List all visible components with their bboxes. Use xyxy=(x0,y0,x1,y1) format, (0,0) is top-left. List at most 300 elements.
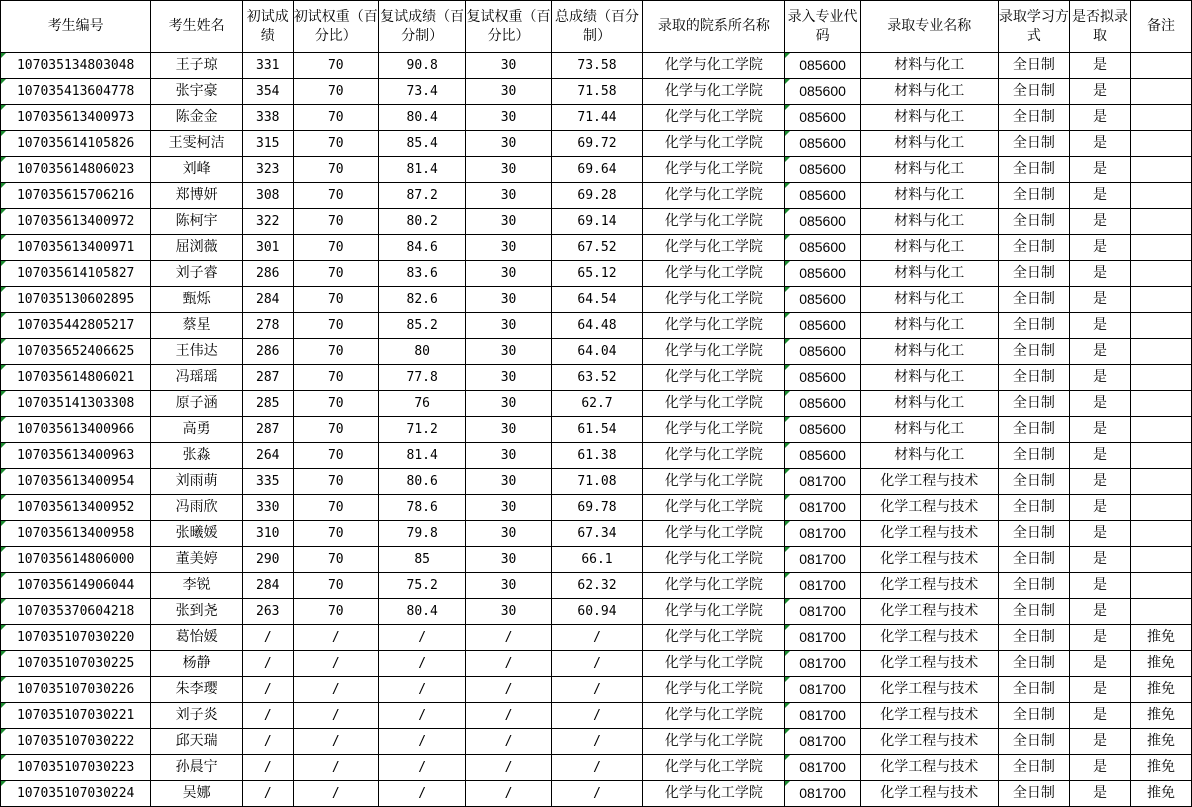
admitted-cell: 是 xyxy=(1069,339,1130,365)
remark-cell xyxy=(1130,443,1191,469)
major-code-cell: 081700 xyxy=(785,651,860,677)
admitted-cell: 是 xyxy=(1069,573,1130,599)
initial-score-cell: 286 xyxy=(242,261,293,287)
admitted-cell: 是 xyxy=(1069,781,1130,807)
retest-weight-cell: 30 xyxy=(466,235,551,261)
name-cell: 李锐 xyxy=(151,573,242,599)
name-cell: 刘雨萌 xyxy=(151,469,242,495)
candidate-id-cell: 107035107030222 xyxy=(1,729,151,755)
major-code-cell: 081700 xyxy=(785,469,860,495)
candidate-id-cell: 107035442805217 xyxy=(1,313,151,339)
initial-weight-cell: 70 xyxy=(293,365,378,391)
total-score-cell: / xyxy=(551,625,642,651)
header-cell: 初试成绩 xyxy=(242,1,293,53)
name-cell: 朱李璎 xyxy=(151,677,242,703)
retest-weight-cell: / xyxy=(466,781,551,807)
name-cell: 冯雨欣 xyxy=(151,495,242,521)
major-name-cell: 化学工程与技术 xyxy=(860,495,998,521)
initial-weight-cell: / xyxy=(293,677,378,703)
header-row xyxy=(1,1,1192,53)
study-mode-cell: 全日制 xyxy=(998,53,1069,79)
admitted-cell: 是 xyxy=(1069,729,1130,755)
total-score-cell: 67.52 xyxy=(551,235,642,261)
initial-weight-cell: 70 xyxy=(293,339,378,365)
retest-weight-cell: 30 xyxy=(466,573,551,599)
header-cell: 录取的院系所名称 xyxy=(643,1,785,53)
retest-score-cell: 80.4 xyxy=(379,105,466,131)
admitted-cell: 是 xyxy=(1069,131,1130,157)
study-mode-cell: 全日制 xyxy=(998,547,1069,573)
table-row xyxy=(1,547,1192,573)
study-mode-cell: 全日制 xyxy=(998,157,1069,183)
total-score-cell: 71.08 xyxy=(551,469,642,495)
major-name-cell: 材料与化工 xyxy=(860,157,998,183)
total-score-cell: / xyxy=(551,729,642,755)
retest-score-cell: 85.4 xyxy=(379,131,466,157)
header-cell: 录取学习方式 xyxy=(998,1,1069,53)
initial-score-cell: 285 xyxy=(242,391,293,417)
total-score-cell: 64.54 xyxy=(551,287,642,313)
admitted-cell: 是 xyxy=(1069,365,1130,391)
initial-weight-cell: 70 xyxy=(293,417,378,443)
retest-score-cell: / xyxy=(379,703,466,729)
initial-score-cell: / xyxy=(242,729,293,755)
department-cell: 化学与化工学院 xyxy=(643,105,785,131)
total-score-cell: 69.64 xyxy=(551,157,642,183)
table-row xyxy=(1,313,1192,339)
initial-weight-cell: / xyxy=(293,755,378,781)
name-cell: 葛怡媛 xyxy=(151,625,242,651)
candidate-id-cell: 107035613400972 xyxy=(1,209,151,235)
name-cell: 郑博妍 xyxy=(151,183,242,209)
total-score-cell: 73.58 xyxy=(551,53,642,79)
major-name-cell: 化学工程与技术 xyxy=(860,547,998,573)
initial-score-cell: 287 xyxy=(242,417,293,443)
major-code-cell: 085600 xyxy=(785,391,860,417)
major-code-cell: 085600 xyxy=(785,53,860,79)
admitted-cell: 是 xyxy=(1069,391,1130,417)
department-cell: 化学与化工学院 xyxy=(643,495,785,521)
major-code-cell: 085600 xyxy=(785,339,860,365)
retest-score-cell: 84.6 xyxy=(379,235,466,261)
remark-cell xyxy=(1130,391,1191,417)
name-cell: 王雯柯洁 xyxy=(151,131,242,157)
initial-score-cell: 287 xyxy=(242,365,293,391)
study-mode-cell: 全日制 xyxy=(998,391,1069,417)
name-cell: 杨静 xyxy=(151,651,242,677)
major-code-cell: 081700 xyxy=(785,547,860,573)
department-cell: 化学与化工学院 xyxy=(643,599,785,625)
department-cell: 化学与化工学院 xyxy=(643,209,785,235)
retest-score-cell: / xyxy=(379,755,466,781)
candidate-id-cell: 107035614806000 xyxy=(1,547,151,573)
remark-cell xyxy=(1130,469,1191,495)
department-cell: 化学与化工学院 xyxy=(643,365,785,391)
major-name-cell: 材料与化工 xyxy=(860,183,998,209)
major-name-cell: 化学工程与技术 xyxy=(860,651,998,677)
table-row xyxy=(1,131,1192,157)
study-mode-cell: 全日制 xyxy=(998,625,1069,651)
admitted-cell: 是 xyxy=(1069,287,1130,313)
retest-score-cell: 80.2 xyxy=(379,209,466,235)
name-cell: 陈柯宇 xyxy=(151,209,242,235)
initial-score-cell: 335 xyxy=(242,469,293,495)
initial-score-cell: 308 xyxy=(242,183,293,209)
major-name-cell: 材料与化工 xyxy=(860,365,998,391)
initial-weight-cell: / xyxy=(293,625,378,651)
major-code-cell: 085600 xyxy=(785,287,860,313)
retest-weight-cell: 30 xyxy=(466,131,551,157)
major-name-cell: 材料与化工 xyxy=(860,339,998,365)
name-cell: 高勇 xyxy=(151,417,242,443)
table-row xyxy=(1,417,1192,443)
department-cell: 化学与化工学院 xyxy=(643,651,785,677)
initial-score-cell: / xyxy=(242,625,293,651)
initial-score-cell: 286 xyxy=(242,339,293,365)
major-name-cell: 化学工程与技术 xyxy=(860,625,998,651)
retest-score-cell: 85.2 xyxy=(379,313,466,339)
retest-score-cell: 85 xyxy=(379,547,466,573)
initial-score-cell: 310 xyxy=(242,521,293,547)
name-cell: 蔡星 xyxy=(151,313,242,339)
major-code-cell: 081700 xyxy=(785,573,860,599)
table-row xyxy=(1,677,1192,703)
admitted-cell: 是 xyxy=(1069,495,1130,521)
remark-cell xyxy=(1130,599,1191,625)
admitted-cell: 是 xyxy=(1069,79,1130,105)
department-cell: 化学与化工学院 xyxy=(643,235,785,261)
study-mode-cell: 全日制 xyxy=(998,105,1069,131)
table-row xyxy=(1,703,1192,729)
table-row xyxy=(1,599,1192,625)
admitted-cell: 是 xyxy=(1069,53,1130,79)
retest-score-cell: 81.4 xyxy=(379,443,466,469)
candidate-id-cell: 107035107030220 xyxy=(1,625,151,651)
table-row xyxy=(1,287,1192,313)
initial-score-cell: 330 xyxy=(242,495,293,521)
retest-score-cell: 80 xyxy=(379,339,466,365)
major-code-cell: 085600 xyxy=(785,157,860,183)
table-row xyxy=(1,495,1192,521)
major-code-cell: 085600 xyxy=(785,183,860,209)
candidate-id-cell: 107035614105827 xyxy=(1,261,151,287)
table-row xyxy=(1,573,1192,599)
initial-weight-cell: / xyxy=(293,781,378,807)
major-name-cell: 化学工程与技术 xyxy=(860,599,998,625)
admitted-cell: 是 xyxy=(1069,417,1130,443)
major-code-cell: 085600 xyxy=(785,105,860,131)
study-mode-cell: 全日制 xyxy=(998,443,1069,469)
department-cell: 化学与化工学院 xyxy=(643,183,785,209)
remark-cell xyxy=(1130,235,1191,261)
initial-score-cell: 264 xyxy=(242,443,293,469)
initial-weight-cell: 70 xyxy=(293,599,378,625)
total-score-cell: 62.7 xyxy=(551,391,642,417)
remark-cell xyxy=(1130,547,1191,573)
table-row xyxy=(1,729,1192,755)
retest-score-cell: 90.8 xyxy=(379,53,466,79)
initial-score-cell: 263 xyxy=(242,599,293,625)
table-row xyxy=(1,183,1192,209)
department-cell: 化学与化工学院 xyxy=(643,131,785,157)
admitted-cell: 是 xyxy=(1069,625,1130,651)
major-name-cell: 材料与化工 xyxy=(860,105,998,131)
remark-cell: 推免 xyxy=(1130,781,1191,807)
remark-cell xyxy=(1130,131,1191,157)
initial-weight-cell: 70 xyxy=(293,131,378,157)
remark-cell xyxy=(1130,53,1191,79)
major-name-cell: 化学工程与技术 xyxy=(860,703,998,729)
retest-score-cell: / xyxy=(379,781,466,807)
department-cell: 化学与化工学院 xyxy=(643,521,785,547)
header-cell: 备注 xyxy=(1130,1,1191,53)
retest-score-cell: / xyxy=(379,651,466,677)
initial-weight-cell: 70 xyxy=(293,573,378,599)
department-cell: 化学与化工学院 xyxy=(643,469,785,495)
retest-weight-cell: 30 xyxy=(466,53,551,79)
initial-score-cell: / xyxy=(242,651,293,677)
initial-score-cell: 315 xyxy=(242,131,293,157)
remark-cell: 推免 xyxy=(1130,677,1191,703)
initial-score-cell: 338 xyxy=(242,105,293,131)
initial-score-cell: 323 xyxy=(242,157,293,183)
total-score-cell: 69.28 xyxy=(551,183,642,209)
study-mode-cell: 全日制 xyxy=(998,313,1069,339)
table-row xyxy=(1,209,1192,235)
initial-weight-cell: / xyxy=(293,729,378,755)
retest-weight-cell: 30 xyxy=(466,79,551,105)
initial-score-cell: 301 xyxy=(242,235,293,261)
initial-weight-cell: 70 xyxy=(293,157,378,183)
retest-score-cell: 81.4 xyxy=(379,157,466,183)
retest-score-cell: 87.2 xyxy=(379,183,466,209)
major-code-cell: 085600 xyxy=(785,79,860,105)
candidate-id-cell: 107035615706216 xyxy=(1,183,151,209)
table-row xyxy=(1,469,1192,495)
retest-score-cell: 71.2 xyxy=(379,417,466,443)
major-code-cell: 085600 xyxy=(785,443,860,469)
admitted-cell: 是 xyxy=(1069,183,1130,209)
retest-score-cell: 75.2 xyxy=(379,573,466,599)
department-cell: 化学与化工学院 xyxy=(643,703,785,729)
admitted-cell: 是 xyxy=(1069,209,1130,235)
candidate-id-cell: 107035613400971 xyxy=(1,235,151,261)
remark-cell: 推免 xyxy=(1130,755,1191,781)
total-score-cell: 61.54 xyxy=(551,417,642,443)
department-cell: 化学与化工学院 xyxy=(643,625,785,651)
initial-weight-cell: 70 xyxy=(293,521,378,547)
initial-score-cell: 284 xyxy=(242,287,293,313)
header-cell: 复试成绩（百分制） xyxy=(379,1,466,53)
name-cell: 吴娜 xyxy=(151,781,242,807)
initial-score-cell: 322 xyxy=(242,209,293,235)
retest-score-cell: 80.4 xyxy=(379,599,466,625)
admitted-cell: 是 xyxy=(1069,261,1130,287)
table-row xyxy=(1,781,1192,807)
total-score-cell: 61.38 xyxy=(551,443,642,469)
remark-cell xyxy=(1130,287,1191,313)
retest-weight-cell: 30 xyxy=(466,365,551,391)
table-row xyxy=(1,53,1192,79)
table-row xyxy=(1,443,1192,469)
study-mode-cell: 全日制 xyxy=(998,417,1069,443)
department-cell: 化学与化工学院 xyxy=(643,287,785,313)
retest-weight-cell: 30 xyxy=(466,183,551,209)
study-mode-cell: 全日制 xyxy=(998,573,1069,599)
candidate-id-cell: 107035613400952 xyxy=(1,495,151,521)
retest-score-cell: 73.4 xyxy=(379,79,466,105)
name-cell: 孙晨宁 xyxy=(151,755,242,781)
initial-weight-cell: 70 xyxy=(293,443,378,469)
retest-score-cell: / xyxy=(379,729,466,755)
retest-weight-cell: 30 xyxy=(466,287,551,313)
major-name-cell: 材料与化工 xyxy=(860,79,998,105)
major-code-cell: 085600 xyxy=(785,261,860,287)
initial-weight-cell: 70 xyxy=(293,79,378,105)
study-mode-cell: 全日制 xyxy=(998,651,1069,677)
total-score-cell: 65.12 xyxy=(551,261,642,287)
major-name-cell: 化学工程与技术 xyxy=(860,729,998,755)
header-cell: 录取专业名称 xyxy=(860,1,998,53)
initial-score-cell: 290 xyxy=(242,547,293,573)
study-mode-cell: 全日制 xyxy=(998,755,1069,781)
table-row xyxy=(1,79,1192,105)
remark-cell xyxy=(1130,183,1191,209)
name-cell: 刘子睿 xyxy=(151,261,242,287)
name-cell: 刘峰 xyxy=(151,157,242,183)
department-cell: 化学与化工学院 xyxy=(643,573,785,599)
major-code-cell: 081700 xyxy=(785,755,860,781)
admitted-cell: 是 xyxy=(1069,235,1130,261)
admitted-cell: 是 xyxy=(1069,521,1130,547)
department-cell: 化学与化工学院 xyxy=(643,339,785,365)
remark-cell: 推免 xyxy=(1130,703,1191,729)
total-score-cell: / xyxy=(551,677,642,703)
candidate-id-cell: 107035141303308 xyxy=(1,391,151,417)
name-cell: 王伟达 xyxy=(151,339,242,365)
admitted-cell: 是 xyxy=(1069,157,1130,183)
retest-weight-cell: / xyxy=(466,625,551,651)
major-code-cell: 085600 xyxy=(785,131,860,157)
table-row xyxy=(1,391,1192,417)
table-row xyxy=(1,625,1192,651)
table-row xyxy=(1,521,1192,547)
header-cell: 初试权重（百分比） xyxy=(293,1,378,53)
total-score-cell: / xyxy=(551,755,642,781)
major-name-cell: 材料与化工 xyxy=(860,53,998,79)
major-code-cell: 081700 xyxy=(785,781,860,807)
retest-weight-cell: 30 xyxy=(466,599,551,625)
initial-score-cell: / xyxy=(242,703,293,729)
retest-score-cell: 78.6 xyxy=(379,495,466,521)
initial-score-cell: 278 xyxy=(242,313,293,339)
candidate-id-cell: 107035107030221 xyxy=(1,703,151,729)
remark-cell xyxy=(1130,521,1191,547)
candidate-id-cell: 107035107030224 xyxy=(1,781,151,807)
table-row xyxy=(1,235,1192,261)
header-cell: 总成绩（百分制） xyxy=(551,1,642,53)
remark-cell: 推免 xyxy=(1130,729,1191,755)
candidate-id-cell: 107035613400966 xyxy=(1,417,151,443)
study-mode-cell: 全日制 xyxy=(998,131,1069,157)
admitted-cell: 是 xyxy=(1069,105,1130,131)
major-name-cell: 材料与化工 xyxy=(860,391,998,417)
department-cell: 化学与化工学院 xyxy=(643,729,785,755)
retest-score-cell: 79.8 xyxy=(379,521,466,547)
remark-cell xyxy=(1130,209,1191,235)
total-score-cell: 62.32 xyxy=(551,573,642,599)
retest-weight-cell: 30 xyxy=(466,495,551,521)
table-row xyxy=(1,261,1192,287)
study-mode-cell: 全日制 xyxy=(998,677,1069,703)
retest-weight-cell: 30 xyxy=(466,469,551,495)
retest-weight-cell: / xyxy=(466,651,551,677)
name-cell: 陈金金 xyxy=(151,105,242,131)
remark-cell xyxy=(1130,339,1191,365)
candidate-id-cell: 107035107030225 xyxy=(1,651,151,677)
major-name-cell: 材料与化工 xyxy=(860,417,998,443)
candidate-id-cell: 107035614906044 xyxy=(1,573,151,599)
study-mode-cell: 全日制 xyxy=(998,183,1069,209)
study-mode-cell: 全日制 xyxy=(998,703,1069,729)
initial-score-cell: 284 xyxy=(242,573,293,599)
candidate-id-cell: 107035613400954 xyxy=(1,469,151,495)
table-row xyxy=(1,157,1192,183)
initial-weight-cell: 70 xyxy=(293,105,378,131)
name-cell: 刘子炎 xyxy=(151,703,242,729)
total-score-cell: 69.14 xyxy=(551,209,642,235)
department-cell: 化学与化工学院 xyxy=(643,261,785,287)
retest-weight-cell: 30 xyxy=(466,313,551,339)
candidate-id-cell: 107035613400963 xyxy=(1,443,151,469)
initial-weight-cell: / xyxy=(293,651,378,677)
remark-cell xyxy=(1130,79,1191,105)
remark-cell xyxy=(1130,313,1191,339)
remark-cell xyxy=(1130,105,1191,131)
major-code-cell: 081700 xyxy=(785,521,860,547)
study-mode-cell: 全日制 xyxy=(998,287,1069,313)
name-cell: 王子琼 xyxy=(151,53,242,79)
name-cell: 张淼 xyxy=(151,443,242,469)
name-cell: 甄烁 xyxy=(151,287,242,313)
major-name-cell: 化学工程与技术 xyxy=(860,573,998,599)
study-mode-cell: 全日制 xyxy=(998,729,1069,755)
study-mode-cell: 全日制 xyxy=(998,521,1069,547)
table-row xyxy=(1,339,1192,365)
retest-weight-cell: 30 xyxy=(466,417,551,443)
candidate-id-cell: 107035107030226 xyxy=(1,677,151,703)
total-score-cell: 71.58 xyxy=(551,79,642,105)
candidate-id-cell: 107035613400973 xyxy=(1,105,151,131)
total-score-cell: / xyxy=(551,651,642,677)
retest-weight-cell: / xyxy=(466,755,551,781)
admitted-cell: 是 xyxy=(1069,313,1130,339)
name-cell: 张宇豪 xyxy=(151,79,242,105)
department-cell: 化学与化工学院 xyxy=(643,417,785,443)
table-body xyxy=(1,53,1192,807)
candidate-id-cell: 107035614105826 xyxy=(1,131,151,157)
retest-score-cell: 82.6 xyxy=(379,287,466,313)
initial-weight-cell: 70 xyxy=(293,495,378,521)
candidate-id-cell: 107035134803048 xyxy=(1,53,151,79)
initial-score-cell: 331 xyxy=(242,53,293,79)
study-mode-cell: 全日制 xyxy=(998,781,1069,807)
department-cell: 化学与化工学院 xyxy=(643,157,785,183)
remark-cell xyxy=(1130,417,1191,443)
remark-cell xyxy=(1130,495,1191,521)
admitted-cell: 是 xyxy=(1069,651,1130,677)
major-code-cell: 081700 xyxy=(785,677,860,703)
